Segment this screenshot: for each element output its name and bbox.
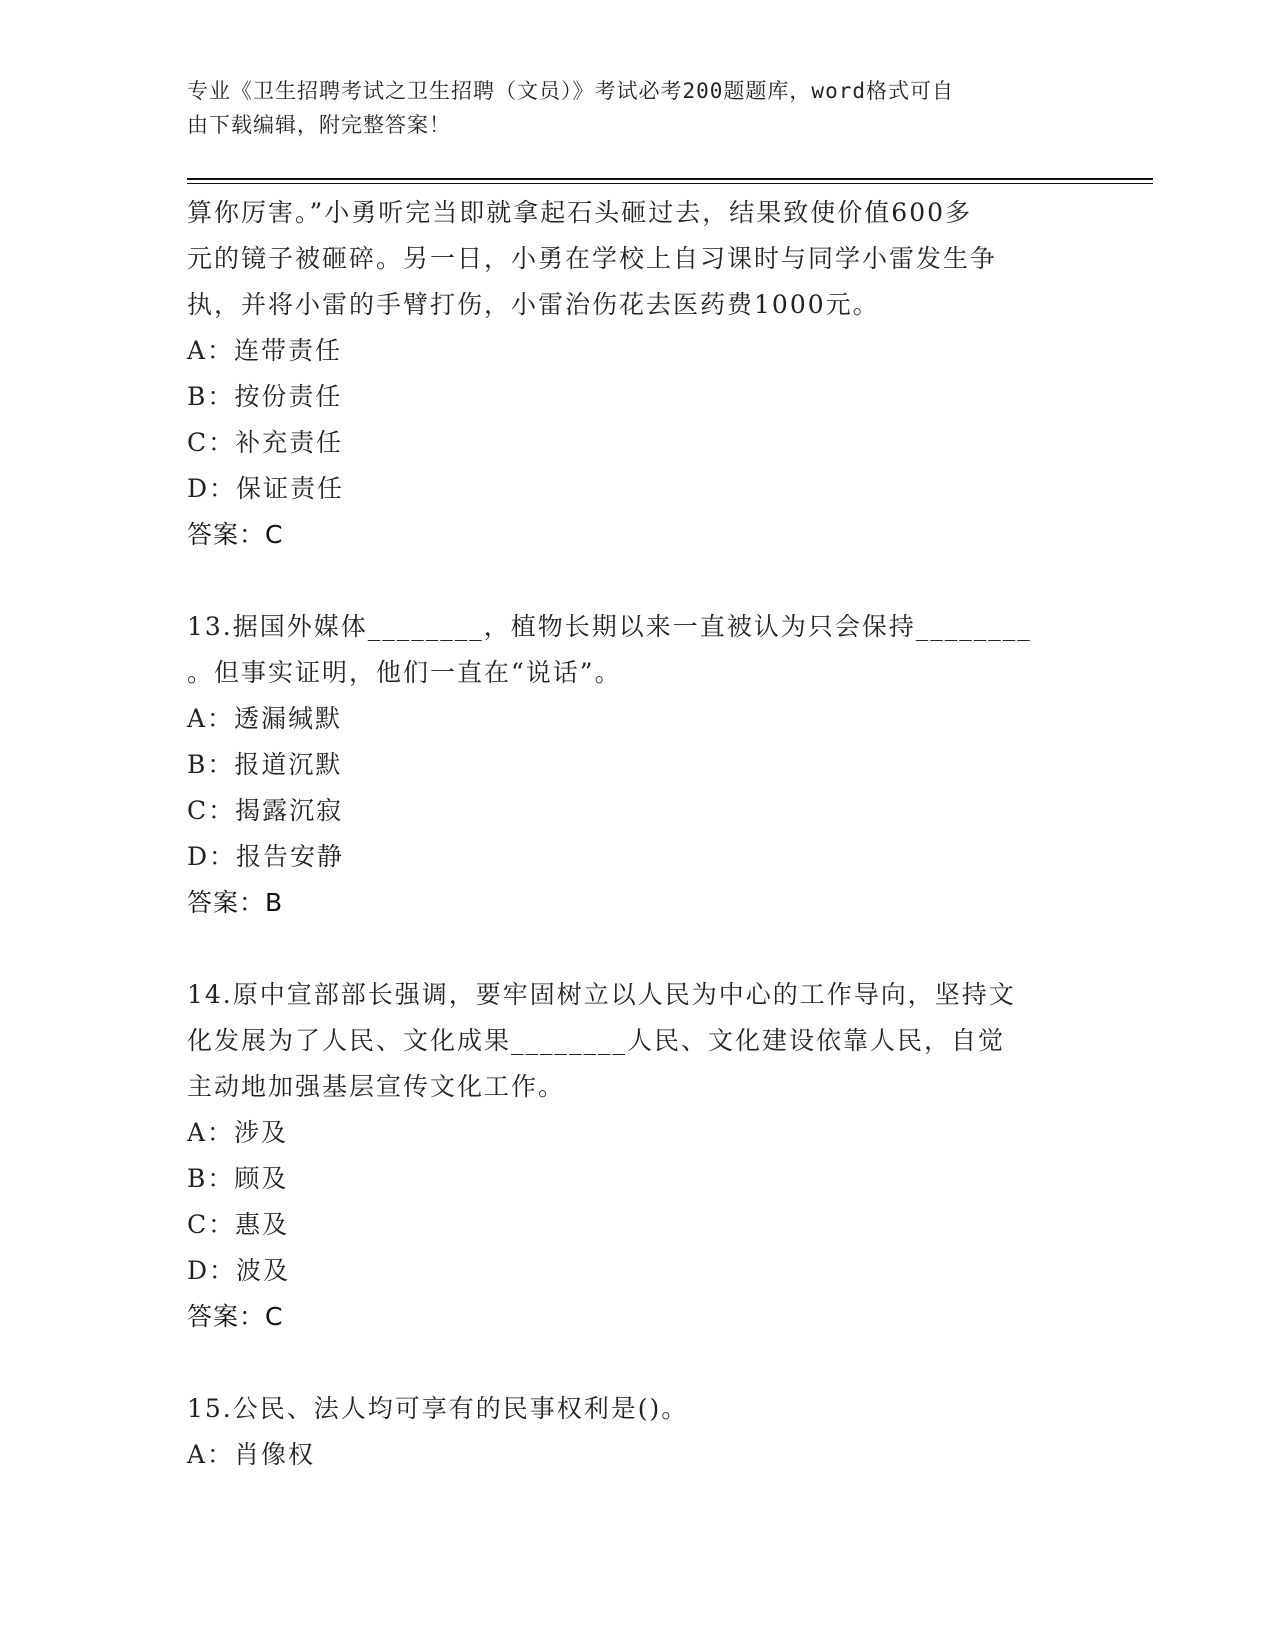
question-text-line: 主动地加强基层宣传文化工作。 [187, 1072, 566, 1101]
option-b: B：报道沉默 [187, 750, 343, 779]
spacer [187, 558, 1067, 604]
question-14 [187, 972, 1067, 1340]
question-text-line: 。但事实证明，他们一直在“说话”。 [187, 658, 622, 687]
option-a: A：连带责任 [187, 336, 343, 365]
option-d: D：保证责任 [187, 474, 345, 503]
option-d: D：波及 [187, 1256, 291, 1285]
question-15 [187, 1386, 1067, 1478]
header-line-1: 专业《卫生招聘考试之卫生招聘（文员）》考试必考200题题库，word格式可自 [187, 79, 954, 103]
option-c: C：补充责任 [187, 428, 344, 457]
question-text-line: 15.公民、法人均可享有的民事权利是()。 [187, 1394, 689, 1423]
option-a: A：涉及 [187, 1118, 289, 1147]
document-body [187, 190, 1067, 1478]
option-c: C：揭露沉寂 [187, 796, 344, 825]
spacer [187, 926, 1067, 972]
question-text-line: 执，并将小雷的手臂打伤，小雷治伤花去医药费1000元。 [187, 290, 880, 319]
answer-line: 答案：C [187, 520, 284, 549]
option-b: B：顾及 [187, 1164, 289, 1193]
question-12-continuation [187, 190, 1067, 558]
question-text-line: 算你厉害。”小勇听完当即就拿起石头砸过去，结果致使价值600多 [187, 198, 973, 227]
header-divider-thick [187, 178, 1153, 180]
question-text-line: 14.原中宣部部长强调，要牢固树立以人民为中心的工作导向，坚持文 [187, 980, 1016, 1009]
question-13 [187, 604, 1067, 926]
question-text-line: 元的镜子被砸碎。另一日，小勇在学校上自习课时与同学小雷发生争 [187, 244, 998, 273]
spacer [187, 1340, 1067, 1386]
answer-line: 答案：B [187, 888, 284, 917]
header-divider-thin [187, 183, 1153, 184]
option-a: A：肖像权 [187, 1440, 316, 1469]
answer-line: 答案：C [187, 1302, 284, 1331]
option-b: B：按份责任 [187, 382, 343, 411]
option-a: A：透漏缄默 [187, 704, 343, 733]
question-text-line: 13.据国外媒体________，植物长期以来一直被认为只会保持________ [187, 612, 1032, 641]
page-header [187, 74, 1067, 142]
header-line-2: 由下载编辑，附完整答案！ [187, 113, 451, 137]
question-text-line: 化发展为了人民、文化成果________人民、文化建设依靠人民，自觉 [187, 1026, 1006, 1055]
option-c: C：惠及 [187, 1210, 290, 1239]
option-d: D：报告安静 [187, 842, 345, 871]
